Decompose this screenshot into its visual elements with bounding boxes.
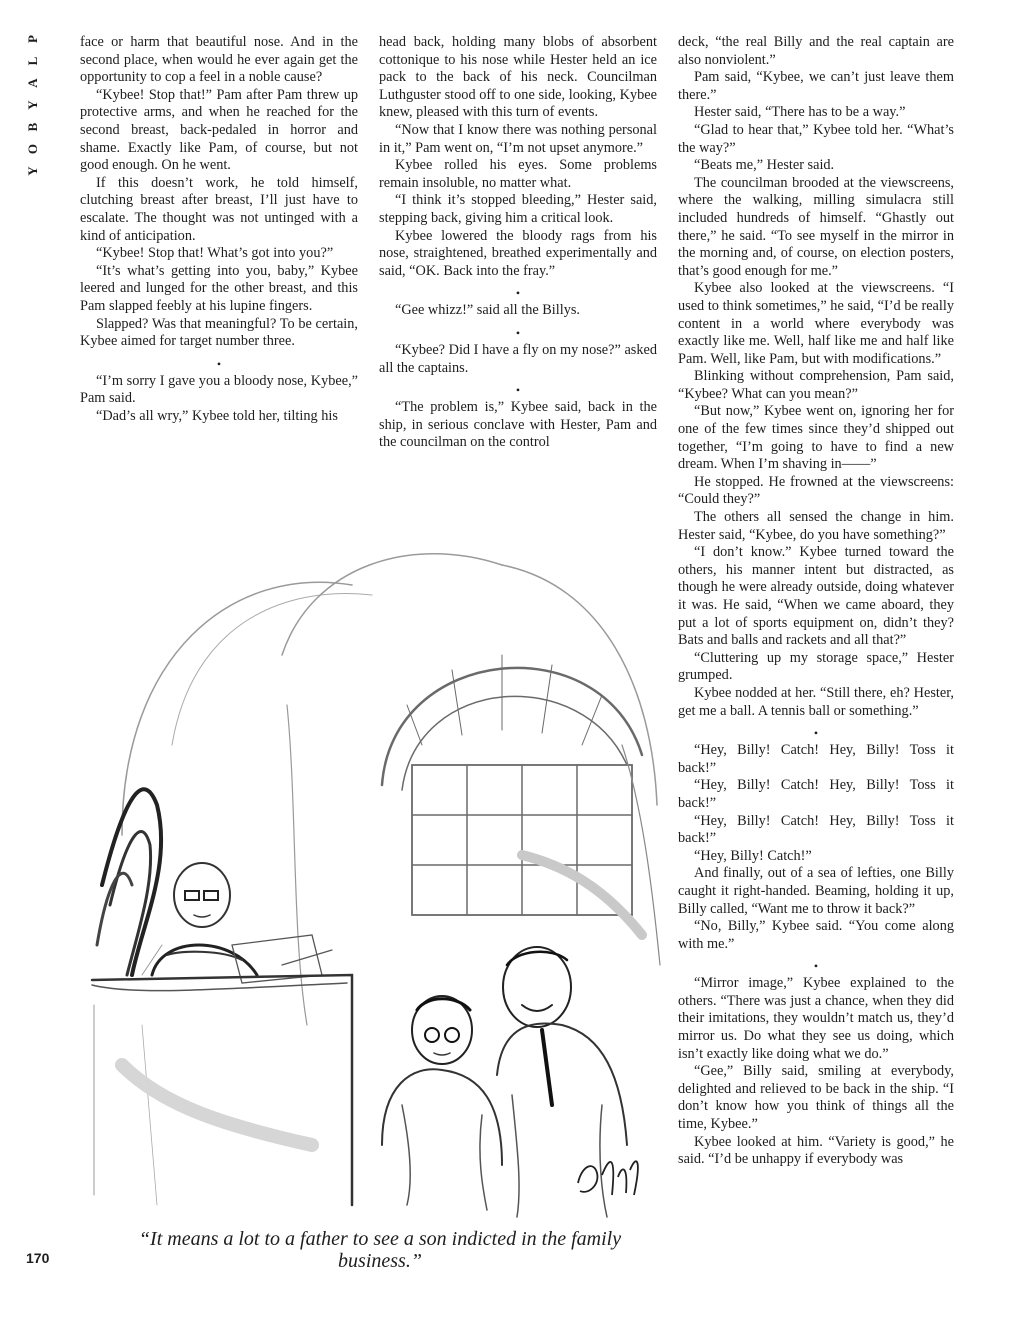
paragraph: “Hey, Billy! Catch!” [694,847,812,864]
text-column-2 [379,34,657,452]
paragraph: “Kybee! Stop that! What’s got into you?” [96,245,334,262]
paragraph: Pam said, “Kybee, we can’t just leave them there.” [678,69,954,103]
paragraph: Blinking without comprehension, Pam said, “Kybee? What can you mean?” [678,368,954,402]
paragraph: “Hey, Billy! Catch! Hey, Billy! Toss it back!” [678,777,954,811]
paragraph: “No, Billy,” Kybee said. “You come along with me.” [678,918,954,952]
masthead-letter: Y [25,100,40,110]
text-column-3 [678,34,954,1169]
paragraph: “I’m sorry I gave you a bloody nose, Kybee,” Pam said. [80,372,358,407]
paragraph: Kybee looked at him. “Variety is good,” he said. “I’d be unhappy if everybody was [678,1133,954,1168]
section-break: • [515,325,521,340]
paragraph: He stopped. He frowned at the viewscreens: “Could they?” [678,473,954,508]
paragraph: “Mirror image,” Kybee explained to the others. “There was just a chance, when they did their imitations, they wouldn’t match us, they’d mirror us. Do what they see us doing, which isn’t exactly like doing what we do.” [678,975,954,1062]
paragraph: “Hey, Billy! Catch! Hey, Billy! Toss it back!” [678,742,954,776]
paragraph: face or harm that beautiful nose. And in the second place, when would he ever again get the opportunity to cop a feel in a noble cause? [80,34,358,86]
paragraph: If this doesn’t work, he told himself, clutching breast after breast, I’ll just have to escalate. The thought was not untinged with a kind of anticipation. [80,174,358,244]
paragraph: “The problem is,” Kybee said, back in the ship, in serious conclave with Hester, Pam and the councilman on the control [379,399,657,451]
masthead-letter: O [25,143,40,155]
artist-signature [578,1161,638,1195]
paragraph: “Now that I know there was nothing personal in it,” Pam went on, “I’m not upset anymore.” [379,121,657,156]
paragraph: Kybee nodded at her. “Still there, eh? Hester, get me a ball. A tennis ball or something.” [678,684,954,719]
cartoon-illustration [82,505,662,1220]
paragraph: And finally, out of a sea of lefties, one Billy caught it right-handed. Beaming, holding it up, Billy called, “Want me to throw it back?” [678,865,954,917]
paragraph: “Cluttering up my storage space,” Hester grumped. [678,649,954,684]
paragraph: Kybee lowered the bloody rags from his nose, straightened, breathed experimentally and said, “OK. Back into the fray.” [379,227,657,279]
section-break: • [813,726,819,741]
paragraph: “I think it’s stopped bleeding,” Hester said, stepping back, giving him a critical look. [379,192,657,226]
paragraph: Hester said, “There has to be a way.” [694,104,906,121]
masthead-letter: A [25,78,40,88]
paragraph: “Dad’s all wry,” Kybee told her, tilting his [96,407,338,424]
paragraph: head back, holding many blobs of absorbent cottonique to his nose while Hester held an ice pack to the back of his neck. Councilman Luthguster stood off to one side, looking, Kybee knew, pleased with this turn of events. [379,34,657,121]
paragraph: “I don’t know.” Kybee turned toward the others, his manner intent but distracted, as though he were already outside, doing whatever it was. He said, “When we came aboard, they put a lot of sports equipment on, didn’t they? Bats and balls and rackets and all that?” [678,544,954,649]
paragraph: Slapped? Was that meaningful? To be certain, Kybee aimed for target number three. [80,315,358,350]
masthead [20,28,46,182]
paragraph: The councilman brooded at the viewscreens, where the walking, milling simulacra still included hundreds of himself. “Ghastly out there,” he said. “To see myself in the mirror in the morning and, of course, on election posters, that’s good enough for me.” [678,174,954,279]
paragraph: The others all sensed the change in him. Hester said, “Kybee, do you have something?” [678,509,954,543]
masthead-letter: B [25,122,40,132]
masthead-letter: Y [25,166,40,176]
paragraph: “Gee,” Billy said, smiling at everybody, delighted and relieved to be back in the ship. “I don’t know how you think of things all the time, Kybee.” [678,1063,954,1133]
paragraph: “Hey, Billy! Catch! Hey, Billy! Toss it back!” [678,812,954,847]
paragraph: “Glad to hear that,” Kybee told her. “What’s the way?” [678,121,954,156]
section-break: • [515,383,521,398]
paragraph: “It’s what’s getting into you, baby,” Kybee leered and lunged for the other breast, and this Pam slapped feebly at his lupine fingers. [80,262,358,314]
text-column-1 [80,34,358,425]
cartoon-caption: “It means a lot to a father to see a son indicted in the family business.” [138,1228,622,1272]
paragraph: “Kybee! Stop that!” Pam after Pam threw up protective arms, and when he reached for the second breast, back-pedaled in horror and shame. Exactly like Pam, of course, but not good enough. On he went. [80,86,358,174]
section-break: • [813,959,819,974]
page-number: 170 [26,1250,50,1266]
paragraph: “But now,” Kybee went on, ignoring her for one of the few times since they’d shipped out together, “I’m going to have to find a new dream. When I’m shaving in——” [678,403,954,473]
paragraph: “Kybee? Did I have a fly on my nose?” asked all the captains. [379,341,657,376]
paragraph: deck, “the real Billy and the real captain are also nonviolent.” [678,34,954,68]
paragraph: “Beats me,” Hester said. [694,157,835,174]
paragraph: Kybee also looked at the viewscreens. “I used to think sometimes,” he said, “I’d be really content in a world where everybody was exactly like me. Well, half like me and half like Pam. Well, like Pam, but with modifications.” [678,280,954,367]
paragraph: “Gee whizz!” said all the Billys. [395,302,581,319]
masthead-letter: P [25,35,40,43]
paragraph: Kybee rolled his eyes. Some problems remain insoluble, no matter what. [379,157,657,191]
section-break: • [515,286,521,301]
masthead-letter: L [25,56,40,66]
section-break: • [216,356,222,371]
